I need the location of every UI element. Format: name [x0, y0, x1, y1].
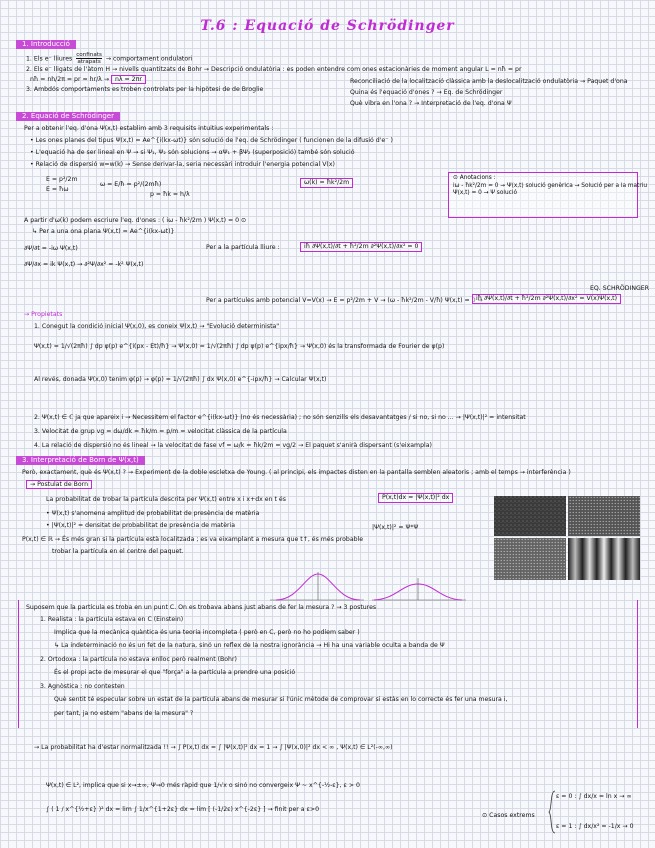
double-slit-photos: [494, 496, 640, 580]
born-question: Però, exactament, què és Ψ(x,t) ? → Experiment de la doble escletxa de Young. ( al principi, els impactes disten en la pantalla semblen aleatoris ; amb el temps → interferència ): [22, 469, 571, 476]
realist-detail-2: ↳ La indeterminació no és un fet de la natura, sinó un reflex de la nostra ignorància → Hi ha una variable oculta a banda de Ψ: [54, 642, 445, 649]
born-amplitude: • Ψ(x,t) s'anomena amplitud de probabilitat de presència de matèria: [46, 510, 260, 517]
gaussian-packets-icon: [268, 570, 468, 604]
convergence-integral: ∫ ( 1 / x^{½+ε} )² dx = lim ∫ 1/x^{1+2ε} dx = lim [ (-1/2ε) x^{-2ε} ] → finit per a ε>0: [46, 806, 320, 813]
annotation-1: iω - ħk²/2m = 0 → Ψ(x,t) solució genèrica → Solució per a la matriu: [453, 182, 647, 189]
inverse-fourier-line: Al revés, donada Ψ(x,0) tenim φ(p) → φ(p) = 1/√(2πħ) ∫ dx Ψ(x,0) e^{-ipx/ħ} → Calcular Ψ(x,t): [34, 376, 327, 383]
side-note-3: Què vibra en l'ona ? → Interpretació de l'eq. d'ona Ψ: [350, 100, 512, 107]
l2-condition: Ψ(x,t) ∈ L², implica que si x→±∞, Ψ→0 més ràpid que 1/√x o sinó no convergeix Ψ ~ x^{-½-ε}, ε > 0: [46, 782, 360, 789]
annotations-box: [448, 172, 647, 218]
potential-line: Per a partícules amb potencial V=V(x) → E = p²/2m + V → (ω - ħk²/2m - V/ħ) Ψ(x,t) = 0 →: [206, 297, 483, 304]
properties-heading: → Propietats: [24, 311, 63, 318]
property-1: 1. Conegut la condició inicial Ψ(x,0), es coneix Ψ(x,t) → "Evolució determinista": [34, 323, 280, 330]
annotations-title: ⊙ Anotacions :: [453, 175, 496, 181]
side-note-1: Reconciliació de la localització clàssica amb la deslocalització ondulatòria → Paquet d'ona: [350, 78, 628, 85]
schrod-req-1: • Les ones planes del tipus Ψ(x,t) = Ae^{i(kx-ωt)} són solució de l'eq. de Schrödinger ( funcionen de la difusió d'e⁻ ): [30, 137, 393, 144]
agnostic-title: 3. Agnòstica : no contesten: [40, 683, 125, 690]
suppose-question: Suposem que la partícula es troba en un punt C. On es trobava abans just abans de fer la mesura ? → 3 postures: [26, 604, 377, 611]
wave-eq-from-dispersion: A partir d'ω(k) podem escriure l'eq. d'ones : ( iω - ħk²/2m ) Ψ(x,t) = 0 ⊙: [24, 217, 247, 224]
annotation-2: Ψ(x,t) = 0 → Ψ solució: [453, 190, 518, 196]
time-derivative: ∂Ψ/∂t = -iω Ψ(x,t): [24, 245, 78, 252]
section-heading-born: 3. Interpretació de Born de Ψ(x,t): [16, 456, 145, 465]
momentum-eq: p = ħk = h/λ: [150, 191, 190, 198]
agnostic-detail-2: per tant, ja no estem "abans de la mesura" ?: [54, 710, 194, 717]
page-title: T.6 : Equació de Schrödinger: [200, 18, 455, 34]
intro-line-1: 1. Els e⁻ lliures $\frac{\text{confinats}}{\text{atrapats}}$ → comportament ondulatori: [26, 52, 193, 65]
fourier-line: Ψ(x,t) = 1/√(2πħ) ∫ dp φ(p) e^{i(px - Et)/ħ} → Ψ(x,0) = 1/√(2πħ) ∫ dp φ(p) e^{ipx/ħ} → Ψ(x,0) és la transformada de Fourier de φ(p): [34, 343, 445, 350]
born-real: P(x,t) ∈ ℝ → És més gran si la partícula està localitzada ; es va eixamplant a mesura que t↑, és més probable: [22, 536, 364, 543]
double-slit-image-icon: [494, 496, 640, 580]
modulus-note: |Ψ(x,t)|² = Ψ*Ψ: [372, 524, 419, 531]
energy-eq-1: E = p²/2m: [46, 176, 78, 183]
realist-title: 1. Realista : la partícula estava en C (Einstein): [40, 616, 184, 623]
schrodinger-label: EQ. SCHRÖDINGER: [590, 285, 650, 292]
section-heading-schrodinger: 2. Equació de Schrödinger: [16, 112, 120, 121]
energy-eq-2: E = ħω: [46, 186, 69, 193]
schrodinger-equation: iħ ∂Ψ(x,t)/∂t + ħ²/2m ∂²Ψ(x,t)/∂x² = V(x)Ψ(x,t): [472, 294, 621, 304]
intro-line-2: 2. Els e⁻ lligats de l'àtom H → nivells quantitzats de Bohr → Descripció ondulatòria : es poden entendre com ones estacionàries de moment angular L = nħ = pr: [26, 66, 522, 73]
free-bound-fraction: $\frac{\text{confinats}}{\text{atrapats}}$: [76, 52, 102, 65]
normalization-line: → La probabilitat ha d'estar normalitzada !! → ∫ P(x,t) dx = ∫ |Ψ(x,t)|² dx = 1 → ∫ |Ψ(x,0)|² dx < ∞ , Ψ(x,t) ∈ L²(-∞,∞): [34, 744, 393, 751]
omega-eq: ω = E/ħ = p²/(2mħ): [100, 181, 162, 188]
schrod-req-3: • Relació de dispersió w=w(k) → Sense derivar-la, seria necessàri introduir l'energia potencial V(x): [30, 161, 335, 168]
property-2: 2. Ψ(x,t) ∈ ℂ ja que apareix i → Necessitem el factor e^{i(kx-ωt)} (no és necessària) ; no són senzills els desavantatges / si no, si no ... → |Ψ(x,t)|² = intensitat: [34, 414, 526, 421]
plane-wave-line: ↳ Per a una ona plana Ψ(x,t) = Ae^{i(kx-ωt)}: [32, 228, 175, 235]
property-4: 4. La relació de dispersió no és lineal → la velocitat de fase vf = ω/k = ħk/2m = vg/2 → El paquet s'anirà dispersant (s'eixampla): [34, 442, 432, 449]
agnostic-detail-1: Què sentit té especular sobre un estat de la partícula abans de mesurar si l'únic mètode de comprovar si estàs en lo correcte és fer una mesura i,: [54, 696, 508, 703]
extreme-cases-label: ⊙ Casos extrems: [482, 812, 535, 819]
intro-line-3: 3. Ambdós comportaments es troben controlats per la hipòtesi de de Broglie: [26, 86, 264, 93]
dispersion-box: ω(k) = ħk²/2m: [300, 178, 353, 188]
orthodox-detail: És el propi acte de mesurar el que "força" a la partícula a prendre una posició: [54, 669, 296, 676]
born-density: • |Ψ(x,t)|² = densitat de probabilitat de presència de matèria: [46, 522, 236, 529]
probability-box: P(x,t)dx = |Ψ(x,t)|² dx: [378, 493, 453, 503]
extreme-case-2: ε = 1 : ∫ dx/x² = -1/x → 0: [556, 823, 634, 830]
born-statement: La probabilitat de trobar la partícula descrita per Ψ(x,t) entre x i x+dx en t és: [46, 496, 286, 503]
case-brace-icon: [548, 790, 556, 834]
quantization-box: nλ = 2πr: [111, 75, 146, 84]
born-postulate-line: [26, 481, 92, 489]
extreme-case-1: ε = 0 : ∫ dx/x = ln x → ∞: [556, 793, 632, 800]
property-3: 3. Velocitat de grup vg = dω/dk = ħk/m = p/m = velocitat clàssica de la partícula: [34, 428, 287, 435]
space-derivative: ∂Ψ/∂x = ik Ψ(x,t) → ∂²Ψ/∂x² = -k² Ψ(x,t): [24, 261, 144, 268]
free-particle-label: Per a la partícula lliure :: [206, 244, 280, 251]
born-postulate-heading: → Postulat de Born: [26, 480, 92, 489]
born-centre: trobar la partícula en el centre del paquet.: [52, 548, 184, 555]
orthodox-title: 2. Ortodoxa : la partícula no estava enlloc però realment (Bohr): [40, 656, 237, 663]
free-particle-equation: iħ ∂Ψ(x,t)/∂t + ħ²/2m ∂²Ψ(x,t)/∂x² = 0: [300, 242, 422, 252]
intro-line-2b: nħ = nh/2π = pr = hr/λ → nλ = 2πr: [30, 76, 146, 84]
schrod-intro: Per a obtenir l'eq. d'ona Ψ(x,t) establim amb 3 requisits intuitius experimentals :: [24, 125, 274, 132]
schrod-req-2: • L'equació ha de ser lineal en Ψ → si Ψ₁, Ψ₂ són solucions → αΨ₁ + βΨ₂ (superposició) també són solució: [30, 149, 355, 156]
side-note-2: Quina és l'equació d'ones ? → Eq. de Schrödinger: [350, 89, 503, 96]
section-heading-intro: 1. Introducció: [16, 40, 76, 49]
realist-detail-1: Implica que la mecànica quàntica és una teoria incompleta ( però en C, però no ho podíem saber ): [54, 629, 360, 636]
